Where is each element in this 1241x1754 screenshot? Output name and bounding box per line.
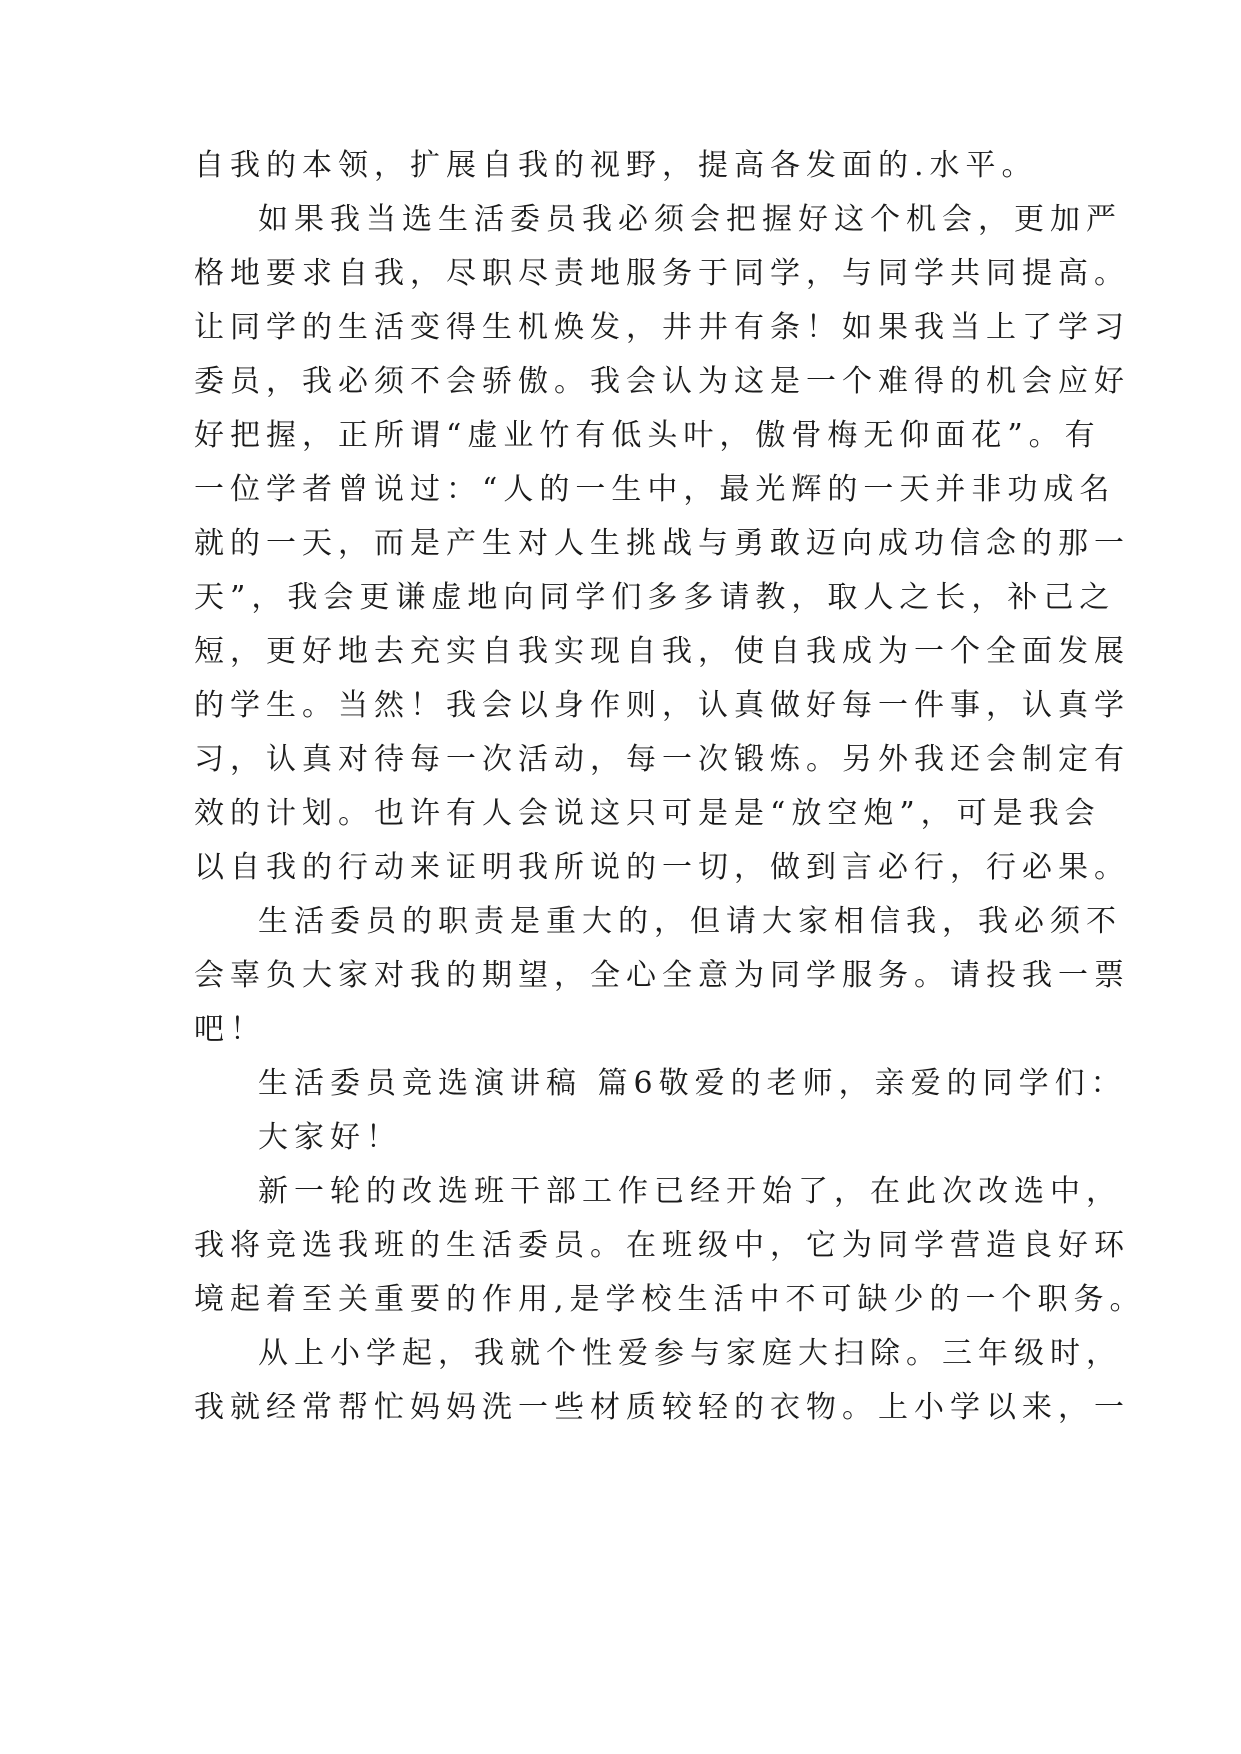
text-line: 从上小学起，我就个性爱参与家庭大扫除。三年级时，	[258, 1336, 1122, 1371]
text-line: 效的计划。也许有人会说这只可是是“放空炮”，可是我会	[194, 796, 1101, 831]
text-line: 我就经常帮忙妈妈洗一些材质较轻的衣物。上小学以来，一	[194, 1390, 1130, 1425]
text-line: 会辜负大家对我的期望，全心全意为同学服务。请投我一票	[194, 958, 1130, 993]
text-line: 一位学者曾说过：“人的一生中，最光辉的一天并非功成名	[194, 472, 1116, 507]
text-line: 我将竞选我班的生活委员。在班级中，它为同学营造良好环	[194, 1228, 1130, 1263]
text-line: 短，更好地去充实自我实现自我，使自我成为一个全面发展	[194, 634, 1130, 669]
greeting: 大家好！	[258, 1120, 402, 1155]
text-line: 吧！	[194, 1012, 266, 1047]
text-line: 委员，我必须不会骄傲。我会认为这是一个难得的机会应好	[194, 364, 1130, 399]
text-line: 习，认真对待每一次活动，每一次锻炼。另外我还会制定有	[194, 742, 1130, 777]
text-line: 如果我当选生活委员我必须会把握好这个机会，更加严	[258, 202, 1122, 237]
text-line: 好把握，正所谓“虚业竹有低头叶，傲骨梅无仰面花”。有	[194, 418, 1101, 453]
section-heading: 生活委员竞选演讲稿 篇6敬爱的老师，亲爱的同学们：	[258, 1066, 1127, 1101]
text-line: 自我的本领，扩展自我的视野，提高各发面的.水平。	[194, 148, 1038, 183]
text-line: 的学生。当然！我会以身作则，认真做好每一件事，认真学	[194, 688, 1130, 723]
text-line: 天”，我会更谦虚地向同学们多多请教，取人之长，补己之	[194, 580, 1116, 615]
text-line: 格地要求自我，尽职尽责地服务于同学，与同学共同提高。	[194, 256, 1130, 291]
text-line: 境起着至关重要的作用,是学校生活中不可缺少的一个职务。	[194, 1282, 1146, 1317]
text-line: 以自我的行动来证明我所说的一切，做到言必行，行必果。	[194, 850, 1130, 885]
text-line: 生活委员的职责是重大的，但请大家相信我，我必须不	[258, 904, 1122, 939]
text-line: 让同学的生活变得生机焕发，井井有条！如果我当上了学习	[194, 310, 1130, 345]
text-line: 新一轮的改选班干部工作已经开始了，在此次改选中，	[258, 1174, 1122, 1209]
text-line: 就的一天，而是产生对人生挑战与勇敢迈向成功信念的那一	[194, 526, 1130, 561]
